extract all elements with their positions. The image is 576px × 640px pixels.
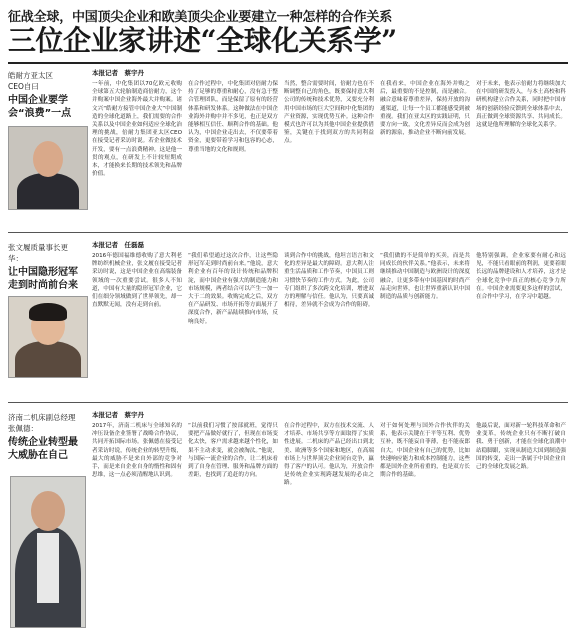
byline: 本报记者 任磊磊 [92, 241, 144, 249]
article-column: 在合作过程中，中化集团对倍耐力保持了足够的尊重和耐心，没有急于整合管理团队，而是保留了原有的经营体系和研发体系。这种做法在中国企业海外并购中并不多见，也正是双方能够相互信任、顺利合作的基础。他认为，中国企业走出去，不仅要带着资金，更要带着学习和包容的心态，尊重当地的文化和规则。 [188, 81, 278, 153]
sidebar-quote: 传统企业转型最大威胁在自己 [8, 437, 78, 461]
article-column: 一年前，中化集团以70亿欧元收购全球第五大轮胎制造商倍耐力，这个并购案中国企业海外最大并购案。诸文兴“皓耐方接管中国企业大”中国制造的全球化道路上，我们需要的合作关系以及中国企业如何适应全球化治理的挑战，倍耐力集团亚太区CEO在接受记者采访时说。若企业做技术开发，要有一点浪费精神。这是他一贯的观点，在研发上不计较短期成本，才能换来长期的技术领先和品牌价值。 [92, 81, 182, 178]
article-column: “以前我们习惯了按部就班，觉得只要把产品做好就行了，但现在市场变化太快，客户需求越来越个性化，如果不主动求变，就会被淘汰。”他说，与国际一流企业的合作，让二机床看到了自身在管理、服务和品牌方面的差距，也找到了追赶的方向。 [188, 423, 278, 479]
sidebar-interviewee-1 [8, 70, 80, 120]
sidebar-interviewee-2 [8, 242, 80, 292]
article-column: “我们希望通过这次合作，让这些隐形冠军走到时尚前台来。”他说，意大利企业有百年的设计传统和品牌积淀，而中国企业有强大的制造能力和市场规模，两者结合可以产生一加一大于二的效果。收购完成之后，双方在产品研发、市场开拓等方面展开了深度合作，新产品陆续推向市场，反响良好。 [188, 253, 278, 325]
article-column: 当然，整合需要时间，倍耐力也在不断调整自己的角色，既要保持意大利公司的传统和技术优势，又要充分利用中国市场的巨大空间和中化集团的产业资源，实现优势互补。这种合作模式也许可以为其他中国企业提供借鉴，关键在于找到双方的共同利益点。 [284, 81, 374, 145]
portrait-body [15, 341, 81, 378]
section-divider [8, 402, 568, 403]
portrait-face [31, 491, 65, 531]
sidebar-role-sub: CEO自曰 [8, 82, 39, 91]
column-group [92, 252, 568, 402]
sidebar-role: 济南二机床副总经理 [8, 413, 76, 422]
article-column: 对于未来，他表示倍耐力将继续加大在中国的研发投入，与本土高校和科研机构建立合作关系，同时把中国市场的创新经验反馈到全球体系中去，真正做到全球资源共享、共同成长。这就是他所理解的全球化关系学。 [476, 81, 566, 129]
portrait-shirt [37, 533, 59, 603]
article-column: 2017年，济南二机床与全球知名的冲压设备企业签署了战略合作协议，共同开拓国际市场。张佩德在接受记者采访时说，传统企业的转型升级，最大的威胁不是来自外部的竞争对手，而是来自企业自身的惰性和固有思维，这一点必须清醒地认识到。 [92, 423, 182, 479]
article-column: 对于如何处理与国外合作伙伴的关系，他表示关键在于平等互利、优势互补，既不能妄自菲薄，也不能夜郎自大。中国企业有自己的优势，比如快速响应能力和成本控制能力，这些都是国外企业所看重的，也是双方长期合作的基础。 [380, 423, 470, 479]
article-headline: 三位企业家讲述“全球化关系学” [8, 24, 397, 57]
article-column: 在我看来，中国企业在海外并购之后，最重要的不是控制，而是融合。融合意味着尊重差异，保持开放的沟通渠道，让每一个员工都能感受到被重视。我们在亚太区的实践证明，只要方向一致，文化差异反而会成为创新的源泉，推动企业不断向前发展。 [380, 81, 470, 137]
sidebar-role-sub: 张佩德： [8, 424, 38, 433]
portrait-face [33, 141, 63, 177]
article-section-3 [92, 410, 568, 640]
article-column: “我们做的不是简单的买卖，而是共同成长的伙伴关系。”他表示，未来将继续推动中国制造与欧洲设计的深度融合，让更多带有中国基因的时尚产品走向世界，也让世界重新认识中国制造的品质与创新能力。 [380, 253, 470, 301]
column-group [92, 80, 568, 230]
portrait-photo-1 [8, 126, 88, 210]
byline: 本报记者 蔡宇丹 [92, 411, 144, 419]
article-column: 他特别强调，企业家要有耐心和远见，不能只看眼前的利润，更要着眼长远的品牌建设和人才培养，这才是全球化竞争中真正的核心竞争力所在。中国企业需要更多这样的尝试，在合作中学习，在学习中超越。 [476, 253, 566, 301]
sidebar-role: 皓耐方亚太区 [8, 71, 53, 80]
section-divider [8, 232, 568, 233]
portrait-photo-2 [8, 296, 88, 378]
article-kicker: 征战全球，中国顶尖企业和欧美顶尖企业要建立一种怎样的合作关系 [8, 10, 393, 25]
header-divider [8, 62, 568, 64]
sidebar-role: 张文履质量事长更华： [8, 243, 68, 263]
article-column: 在合作过程中，双方在技术交流、人才培养、市场共享等方面取得了实质性进展。二机床的产品已经出口到北美、欧洲等多个国家和地区，在高端市场上与世界顶尖企业同台竞争，赢得了客户的认可。他认为，开放合作是传统企业实现跨越发展的必由之路。 [284, 423, 374, 487]
article-column: 他最后说，面对新一轮科技革命和产业变革，传统企业只有不断打破自我、勇于创新，才能在全球化浪潮中站稳脚跟，实现从制造大国到制造强国的转变，走出一条属于中国企业自己的全球化发展之路。 [476, 423, 566, 471]
portrait-hair [29, 303, 67, 321]
article-column: 2016年德国福维德收购了意大利老牌纺织机械企业，张文履在接受记者采访时说，这是中国企业在高端装备领域的一次重要尝试。很多人不知道，中国有大量的隐形冠军企业，它们在细分领域做到了世界领先，却一直默默无闻，没有走到台前。 [92, 253, 182, 309]
article-section-2 [92, 240, 568, 402]
byline: 本报记者 蔡宇丹 [92, 69, 144, 77]
article-section-1 [92, 68, 568, 230]
sidebar-interviewee-3 [8, 412, 80, 462]
column-group [92, 422, 568, 640]
portrait-photo-3 [10, 476, 86, 628]
portrait-body [17, 173, 79, 210]
sidebar-quote: 让中国隐形冠军走到时尚前台来 [8, 267, 78, 291]
article-column: 谈到合作中的挑战，他坦言语言和文化的差异是最大的障碍。意大利人注重生活品质和工作节奏，中国员工则习惯快节奏的工作方式。为此，公司专门组织了多次跨文化培训，增进双方的理解与信任。他认为，只要真诚相待，差异就不会成为合作的阻碍。 [284, 253, 374, 309]
sidebar-quote: 中国企业要学会“浪费”一点 [8, 95, 72, 119]
